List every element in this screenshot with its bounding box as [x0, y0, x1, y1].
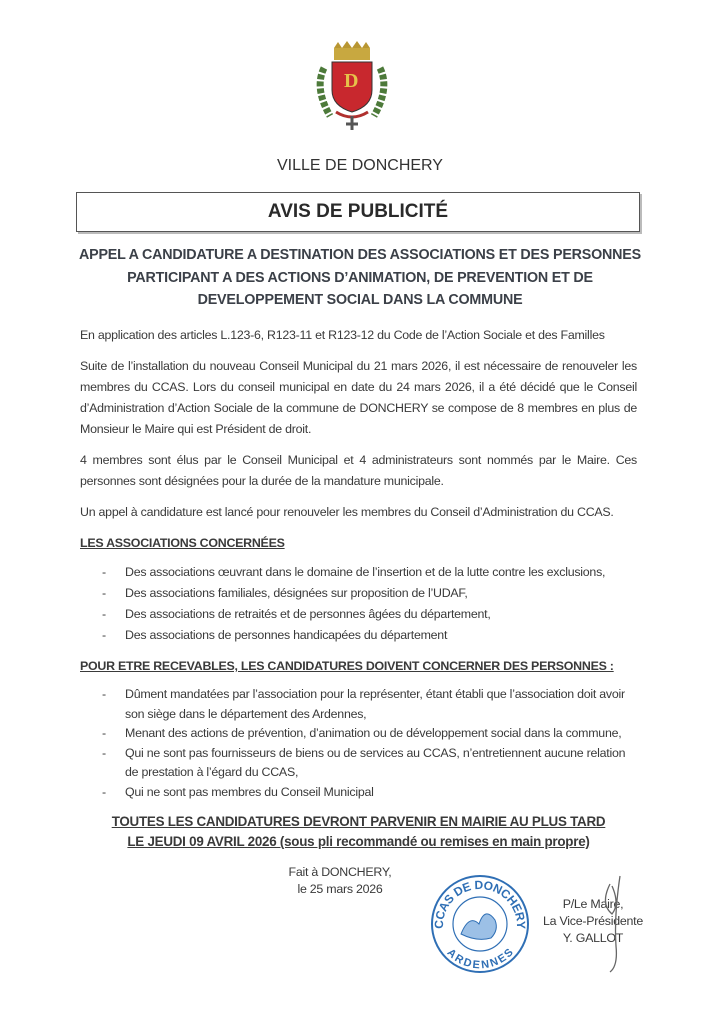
paragraph-members: 4 membres sont élus par le Conseil Municipal et 4 administrateurs sont nommés par le Maire. Ces personnes sont désignées pour la durée de la mandature municipale. [80, 453, 637, 488]
handwritten-signature [590, 874, 640, 974]
list-item: - Des associations œuvrant dans le domaine de l’insertion et de la lutte contre les exclusions, [80, 562, 637, 583]
signer-line: La Vice-Présidente [543, 914, 643, 928]
deadline-line: TOUTES LES CANDIDATURES DEVRONT PARVENIR EN MAIRIE AU PLUS TARD [111, 814, 606, 829]
signature-area [80, 864, 643, 979]
list-item: - Des associations familiales, désignées sur proposition de l’UDAF, [80, 583, 637, 604]
list-item: - Menant des actions de prévention, d’animation ou de développement social dans la commune, [80, 724, 637, 744]
associations-heading: LES ASSOCIATIONS CONCERNÉES [80, 536, 285, 550]
place: Fait à DONCHERY, [288, 865, 392, 879]
date: le 25 mars 2026 [297, 882, 383, 896]
list-item: - Dûment mandatées par l’association pour la représenter, étant établi que l’association doit avoir son siège dans le département des Ardennes, [80, 685, 637, 724]
deadline-notice [60, 812, 657, 852]
list-item: - Qui ne sont pas fournisseurs de biens ou de services au CCAS, n’entretiennent aucune relation de prestation à l’égard du CCAS, [80, 744, 637, 783]
headline-line: APPEL A CANDIDATURE A DESTINATION DES ASSOCIATIONS ET DES PERSONNES [79, 247, 641, 263]
headline-line: DEVELOPPEMENT SOCIAL DANS LA COMMUNE [197, 292, 523, 308]
stamp-top-text: CCAS DE DONCHERY [431, 877, 529, 929]
conditions-heading: POUR ETRE RECEVABLES, LES CANDIDATURES DOIVENT CONCERNER DES PERSONNES : [80, 659, 614, 673]
paragraph-installation: Suite de l’installation du nouveau Conseil Municipal du 21 mars 2026, il est nécessaire de renouveler les membres du CCAS. Lors du conseil municipal en date du 24 mars 2026, il a été décidé que le Conseil d’Administration d’Action Sociale de la commune de DONCHERY se compose de 8 membres en plus de Monsieur le Maire qui est Président de droit. [80, 359, 637, 436]
notice-title: AVIS DE PUBLICITÉ [267, 201, 449, 222]
place-date [285, 864, 395, 898]
paragraph-call: Un appel à candidature est lancé pour renouveler les membres du Conseil d’Administration du CCAS. [80, 505, 614, 519]
notice-body [80, 325, 643, 979]
signer-line: P/Le Maire, [562, 897, 624, 911]
conditions-list [80, 685, 637, 802]
stamp-bottom-text: ARDENNES [444, 946, 516, 972]
coat-of-arms-logo [310, 40, 394, 136]
deadline-line: LE JEUDI 09 AVRIL 2026 (sous pli recommandé ou remises en main propre) [127, 834, 590, 849]
town-name: VILLE DE DONCHERY [277, 157, 443, 174]
signer-line: Y. GALLOT [562, 931, 624, 945]
svg-text:ARDENNES [445, 947, 516, 972]
notice-title-box [76, 192, 640, 232]
legal-reference: En application des articles L.123-6, R123-11 et R123-12 du Code de l’Action Sociale et des Familles [80, 328, 605, 342]
logo-letter: D [344, 70, 359, 92]
list-item: - Qui ne sont pas membres du Conseil Municipal [80, 783, 637, 803]
headline [60, 244, 660, 312]
associations-list [80, 562, 637, 646]
ccas-stamp [425, 868, 535, 978]
list-item: - Des associations de personnes handicapées du département [80, 625, 637, 646]
headline-line: PARTICIPANT A DES ACTIONS D’ANIMATION, DE PREVENTION ET DE [127, 269, 593, 286]
list-item: - Des associations de retraités et de personnes âgées du département, [80, 604, 637, 625]
